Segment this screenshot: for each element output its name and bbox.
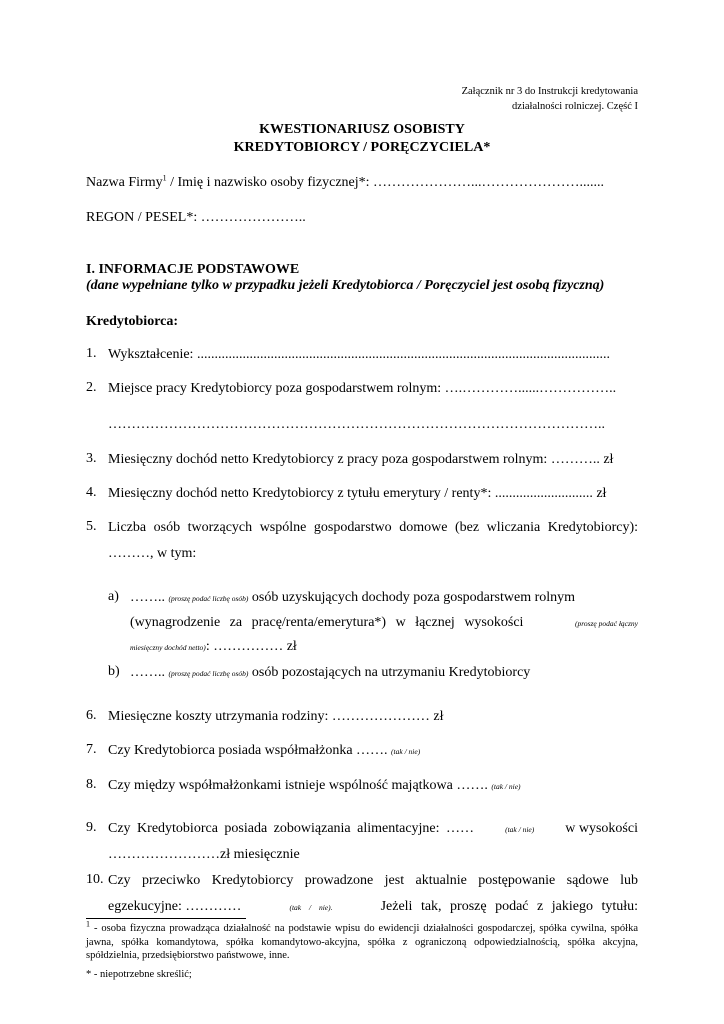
document-title-line-1: KWESTIONARIUSZ OSOBISTY <box>259 122 465 137</box>
item-8-text[interactable]: Czy między współmałżonkami istnieje wspólność majątkowa ……. <box>108 778 488 793</box>
name-field-label-b: / Imię i nazwisko osoby fizycznej*: <box>166 175 370 190</box>
regon-field-dots[interactable]: ………………….. <box>200 210 306 225</box>
item-7-hint: (tak / nie) <box>391 747 421 756</box>
attachment-line-1: Załącznik nr 3 do Instrukcji kredytowania <box>461 86 638 97</box>
item-5a-hint: (proszę podać liczbę osób) <box>168 594 249 603</box>
item-5a-dots[interactable]: …….. <box>130 590 165 605</box>
item-8-number: 8. <box>86 777 97 792</box>
item-5a-line-2-text: (wynagrodzenie za pracę/renta/emerytura*) w łącznej wysokości <box>130 615 524 630</box>
item-2-number: 2. <box>86 380 97 395</box>
footnote-ref-1: 1 <box>162 173 167 183</box>
item-5a-hint-2: (proszę podać łączny <box>574 619 638 628</box>
footnote-1 <box>86 919 638 963</box>
footnote-1-mark: 1 <box>86 919 90 929</box>
item-5-line-2[interactable]: ………, w tym: <box>108 546 197 561</box>
name-field-dots[interactable]: …………………...…………………....... <box>373 175 605 190</box>
item-9-line <box>108 820 638 839</box>
item-10-line-2a[interactable]: egzekucyjne: ………… <box>108 899 242 914</box>
footnote-separator <box>86 918 246 919</box>
item-8-hint: (tak / nie) <box>491 782 521 791</box>
item-5b-hint: (proszę podać liczbę osób) <box>168 669 249 678</box>
item-5b-label: b) <box>108 664 120 679</box>
section-subheading: (dane wypełniane tylko w przypadku jeżeli Kredytobiorca / Poręczyciel jest osobą fizyczną) <box>86 278 605 293</box>
item-10-hint: (tak / nie). <box>289 903 333 912</box>
item-9-text-b: w wysokości <box>565 821 638 836</box>
item-5b-text: osób pozostających na utrzymaniu Kredytobiorcy <box>251 665 531 680</box>
item-3-text[interactable]: Miesięczny dochód netto Kredytobiorcy z pracy poza gospodarstwem rolnym: ……….. zł <box>108 452 614 467</box>
item-8-line <box>108 777 521 796</box>
item-5a-hint-3: miesięczny dochód netto) <box>130 643 206 652</box>
regon-field <box>86 209 306 227</box>
item-10-line-2 <box>108 898 638 917</box>
item-5-number: 5. <box>86 519 97 534</box>
item-4-number: 4. <box>86 485 97 500</box>
item-2-text[interactable]: Miejsce pracy Kredytobiorcy poza gospodarstwem rolnym: ….…………......…………….. <box>108 381 617 396</box>
name-field <box>86 174 604 192</box>
item-5a-amount[interactable]: : …………… zł <box>205 639 297 654</box>
name-field-label-a: Nazwa Firmy <box>86 175 163 190</box>
section-heading: I. INFORMACJE PODSTAWOWE <box>86 262 300 277</box>
item-5b-line <box>130 664 530 683</box>
footnote-1-text: - osoba fizyczna prowadząca działalność na podstawie wpisu do ewidencji działalności gospodarczej, spółka cywilna, spółka jawna, spółka komandytowa, spółka komandytowo-akcyjna, spółka z ograniczoną odpowiedzialnością, spółka akcyjna, spółdzielnia, przedsiębiorstwo państwowe, inne. <box>86 923 638 961</box>
attachment-note <box>462 84 638 114</box>
footnote-2: * - niepotrzebne skreślić; <box>86 969 192 980</box>
item-1-text[interactable]: Wykształcenie: ...................................................................................................................... <box>108 347 610 362</box>
item-1-number: 1. <box>86 346 97 361</box>
item-10-text: Czy przeciwko Kredytobiorcy prowadzone jest aktualnie postępowanie sądowe lub <box>108 873 638 888</box>
item-9-number: 9. <box>86 820 97 835</box>
item-7-line <box>108 742 420 761</box>
item-5a-line-3 <box>130 638 297 657</box>
item-6-text[interactable]: Miesięczne koszty utrzymania rodziny: ………………… zł <box>108 709 444 724</box>
item-9-text[interactable]: Czy Kredytobiorca posiada zobowiązania alimentacyjne: …… <box>108 821 475 836</box>
item-10-number: 10. <box>86 872 104 887</box>
item-5a-label: a) <box>108 589 119 604</box>
item-9-line-2[interactable]: ……………………zł miesięcznie <box>108 847 300 862</box>
regon-field-label: REGON / PESEL*: <box>86 210 198 225</box>
item-2-line-2[interactable]: …………………………………………………………………………………………….. <box>108 417 605 432</box>
attachment-line-2: działalności rolniczej. Część I <box>512 101 638 112</box>
item-5-text: Liczba osób tworzących wspólne gospodarstwo domowe (bez wliczania Kredytobiorcy): <box>108 520 638 535</box>
item-7-text[interactable]: Czy Kredytobiorca posiada współmałżonka ……. <box>108 743 388 758</box>
kredytobiorca-heading: Kredytobiorca: <box>86 314 179 329</box>
item-6-number: 6. <box>86 708 97 723</box>
item-5a-line-2 <box>130 614 638 633</box>
item-5a-line-1 <box>130 589 575 608</box>
item-3-number: 3. <box>86 451 97 466</box>
item-5a-text: osób uzyskujących dochody poza gospodarstwem rolnym <box>251 590 576 605</box>
item-9-hint: (tak / nie) <box>505 825 535 834</box>
item-10-line-2b: Jeżeli tak, proszę podać z jakiego tytułu: <box>380 899 638 914</box>
document-title-line-2: KREDYTOBIORCY / PORĘCZYCIELA* <box>233 140 491 155</box>
item-7-number: 7. <box>86 742 97 757</box>
item-4-text[interactable]: Miesięczny dochód netto Kredytobiorcy z tytułu emerytury / renty*: ............................ zł <box>108 486 607 501</box>
item-5b-dots[interactable]: …….. <box>130 665 165 680</box>
